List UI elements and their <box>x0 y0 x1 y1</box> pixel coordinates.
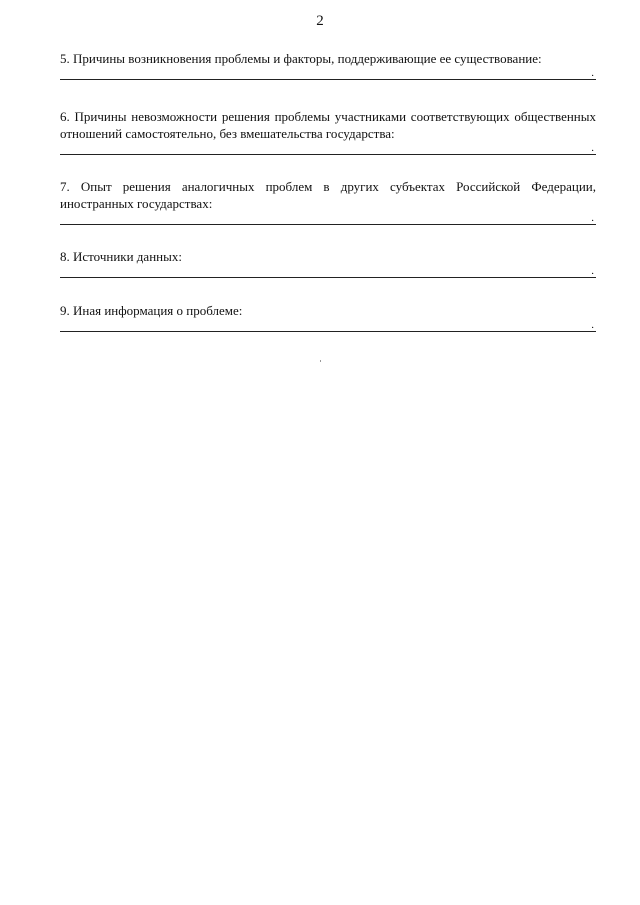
section-data-sources <box>60 248 596 278</box>
section-impossibility-reasons <box>60 108 596 155</box>
section-problem-causes <box>60 50 596 80</box>
section-label: 7. Опыт решения аналогичных проблем в других субъектах Российской Федерации, иностранных государствах: <box>60 179 596 211</box>
line-end-mark: . <box>591 67 594 79</box>
section-label: 9. Иная информация о проблеме: <box>60 303 243 318</box>
answer-line <box>60 144 596 155</box>
section-label: 8. Источники данных: <box>60 249 182 264</box>
section-other-info <box>60 302 596 332</box>
answer-line <box>60 214 596 225</box>
section-label: 5. Причины возникновения проблемы и факторы, поддерживающие ее существование: <box>60 51 542 66</box>
answer-line <box>60 69 596 80</box>
answer-line <box>60 321 596 332</box>
section-label: 6. Причины невозможности решения проблемы участниками соответствующих общественных отношений самостоятельно, без вмешательства государства: <box>60 109 596 141</box>
answer-line <box>60 267 596 278</box>
scan-speck <box>320 360 321 362</box>
line-end-mark: . <box>591 265 594 277</box>
line-end-mark: . <box>591 319 594 331</box>
line-end-mark: . <box>591 142 594 154</box>
line-end-mark: . <box>591 212 594 224</box>
page-number: 2 <box>316 13 324 29</box>
section-experience-other-regions <box>60 178 596 225</box>
